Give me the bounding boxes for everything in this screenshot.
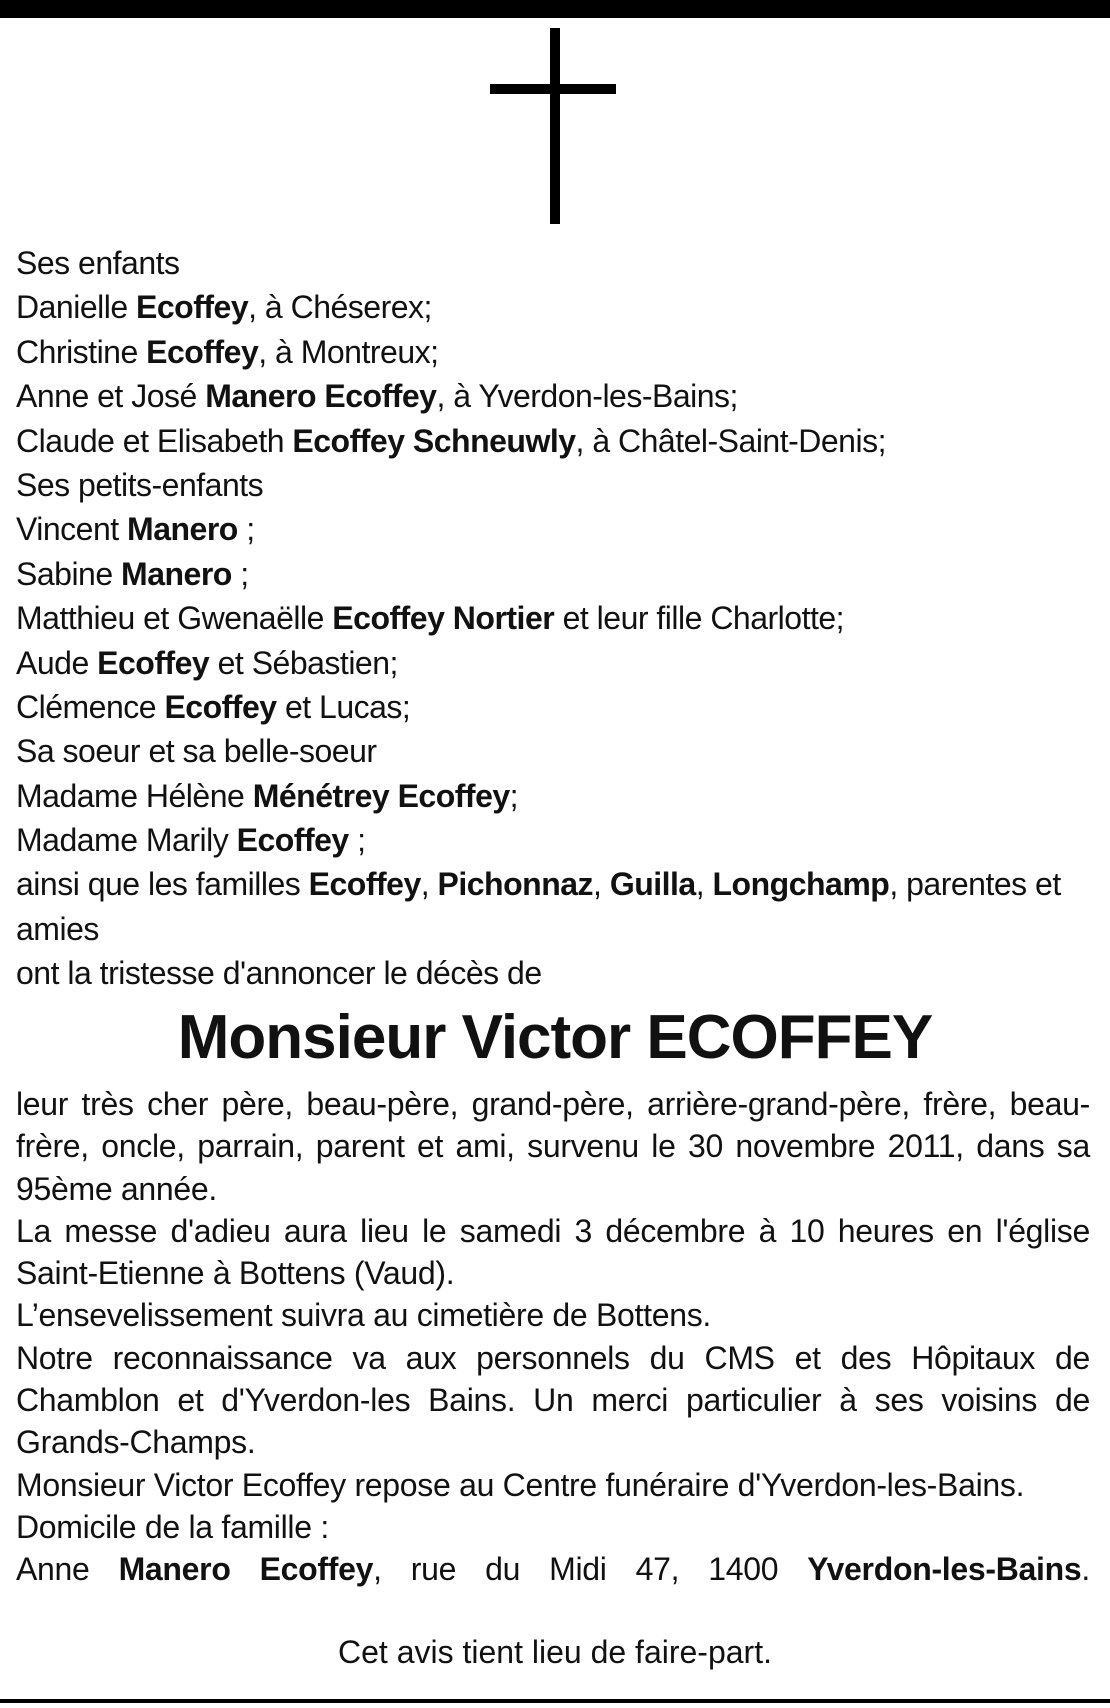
- family-line: [16, 685, 1090, 729]
- given-names: Vincent: [16, 511, 128, 548]
- given-names: Anne et José: [16, 378, 206, 415]
- surname: Ecoffey Nortier: [332, 600, 555, 637]
- surname: Pichonnaz: [437, 866, 594, 903]
- separator: ,: [593, 866, 610, 903]
- surname: Manero: [127, 511, 238, 548]
- location: , à Yverdon-les-Bains;: [436, 378, 738, 415]
- location: , à Châtel-Saint-Denis;: [575, 422, 886, 459]
- separator: ,: [695, 866, 713, 903]
- closing-note: Cet avis tient lieu de faire-part.: [338, 1634, 772, 1670]
- thanks-paragraph: Notre reconnaissance va aux personnels du CMS et des Hôpitaux de Chamblon et d'Yverdon-les Bains. Un merci particulier à ses voisins de Grands-Champs.: [16, 1339, 1090, 1461]
- cross-icon: [488, 28, 618, 224]
- family-line: [16, 774, 1090, 818]
- family-line: [16, 552, 1090, 596]
- bottom-border-rule: [0, 1699, 1110, 1703]
- surname: Ecoffey Schneuwly: [292, 422, 576, 459]
- surname: Guilla: [609, 866, 696, 903]
- suffix-text: ;: [509, 777, 519, 814]
- burial-paragraph: L’ensevelissement suivra au cimetière de Bottens.: [16, 1297, 712, 1334]
- suffix-text: et leur fille Charlotte;: [554, 600, 845, 637]
- surname: Ménétrey Ecoffey: [252, 777, 510, 814]
- suffix-text: ;: [237, 511, 255, 548]
- notice-details: [16, 1083, 1090, 1591]
- family-line: [16, 596, 1090, 640]
- families-intro: ainsi que les familles: [16, 866, 309, 903]
- suffix-text: ;: [231, 555, 249, 592]
- family-line: [16, 419, 1090, 463]
- deceased-name: Monsieur Victor ECOFFEY: [177, 1003, 933, 1072]
- suffix-text: et Sébastien;: [209, 644, 398, 681]
- grandchildren-heading: Ses petits-enfants: [16, 466, 264, 503]
- cross-horizontal-bar: [490, 84, 616, 94]
- address-city: Yverdon-les-Bains: [807, 1551, 1082, 1588]
- surname: Ecoffey: [308, 866, 421, 903]
- family-line: [16, 330, 1090, 374]
- extended-families-line: [16, 862, 1090, 951]
- family-line: [16, 374, 1090, 418]
- given-names: Aude: [16, 644, 98, 681]
- surname: Manero: [121, 555, 232, 592]
- suffix-text: ;: [348, 822, 366, 859]
- given-names: Madame Marily: [16, 822, 237, 859]
- given-names: Claude et Elisabeth: [16, 422, 293, 459]
- family-address: [16, 1548, 1090, 1590]
- given-names: Sabine: [16, 555, 122, 592]
- address-surname: Manero Ecoffey: [118, 1551, 374, 1588]
- given-names: Clémence: [16, 688, 165, 725]
- separator: ,: [420, 866, 438, 903]
- family-list: [16, 241, 1090, 996]
- cross-vertical-bar: [550, 28, 560, 224]
- location: , à Montreux;: [258, 333, 439, 370]
- family-line: [16, 818, 1090, 862]
- top-border-rule: [0, 0, 1110, 18]
- surname: Ecoffey: [236, 822, 349, 859]
- surname: Ecoffey: [146, 333, 259, 370]
- surname: Manero Ecoffey: [205, 378, 437, 415]
- surname: Longchamp: [712, 866, 890, 903]
- siblings-heading: Sa soeur et sa belle-soeur: [16, 733, 377, 770]
- children-heading: Ses enfants: [16, 245, 180, 281]
- suffix-text: et Lucas;: [276, 688, 411, 725]
- family-line: [16, 641, 1090, 685]
- location: , à Chéserex;: [248, 289, 432, 326]
- given-names: Christine: [16, 333, 147, 370]
- given-names: Madame Hélène: [16, 777, 253, 814]
- given-names: Matthieu et Gwenaëlle: [16, 600, 333, 637]
- domicile-heading: Domicile de la famille :: [16, 1508, 329, 1545]
- surname: Ecoffey: [164, 688, 277, 725]
- address-end: .: [1081, 1551, 1090, 1588]
- mass-paragraph: La messe d'adieu aura lieu le samedi 3 décembre à 10 heures en l'église Saint-Etienne à Bottens (Vaud).: [16, 1212, 1090, 1292]
- family-line: [16, 285, 1090, 329]
- family-line: [16, 507, 1090, 551]
- address-street: , rue du Midi 47, 1400: [373, 1551, 808, 1588]
- surname: Ecoffey: [136, 289, 249, 326]
- rests-paragraph: Monsieur Victor Ecoffey repose au Centre funéraire d'Yverdon-les-Bains.: [16, 1466, 1025, 1503]
- surname: Ecoffey: [97, 644, 210, 681]
- address-given-name: Anne: [16, 1551, 119, 1588]
- announcement-line: ont la tristesse d'annoncer le décès de: [16, 955, 542, 992]
- given-names: Danielle: [16, 289, 137, 326]
- families-outro: , parentes et amies: [16, 866, 1061, 947]
- relations-paragraph: leur très cher père, beau-père, grand-père, arrière-grand-père, frère, beau-frère, oncle, parrain, parent et ami, survenu le 30 novembre 2011, dans sa 95ème année.: [16, 1086, 1090, 1207]
